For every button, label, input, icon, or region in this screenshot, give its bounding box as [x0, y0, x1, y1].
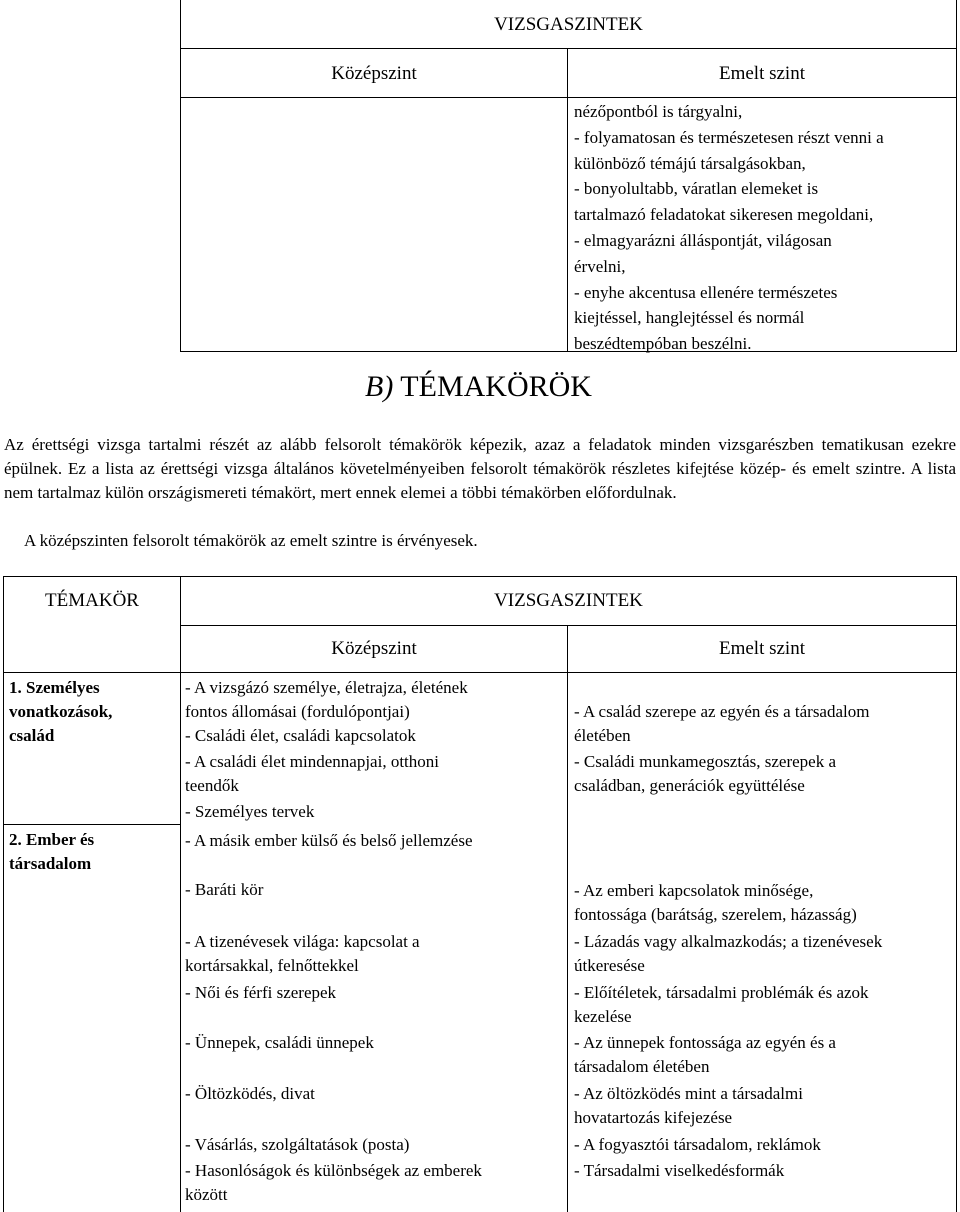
topic-2-line: 2. Ember és [9, 830, 95, 849]
mid-item-line: - A családi élet mindennapjai, otthoni [185, 752, 439, 771]
adv-item-line: - Előítéletek, társadalmi problémák és azok [574, 983, 869, 1002]
adv-line: - elmagyarázni álláspontját, világosan [574, 230, 832, 250]
adv-item-line: útkeresése [574, 956, 645, 975]
adv-item [574, 879, 857, 927]
mid-item-line: fontos állomásai (fordulópontjai) [185, 702, 410, 721]
adv-item [574, 750, 836, 798]
mid-item [185, 724, 416, 748]
mid-item-line: - Személyes tervek [185, 802, 315, 821]
mid-item-line: - A másik ember külső és belső jellemzése [185, 831, 473, 850]
adv-line: nézőpontból is tárgyalni, [574, 102, 743, 121]
adv-item-line: életében [574, 726, 631, 745]
adv-item [574, 1133, 821, 1157]
mid-item-line: - Baráti kör [185, 880, 264, 899]
adv-item-line: - Az ünnepek fontossága az egyén és a [574, 1033, 836, 1052]
topic-1-line: család [9, 726, 55, 745]
adv-line: beszédtempóban beszélni. [574, 334, 752, 354]
adv-item-line: fontossága (barátság, szerelem, házasság) [574, 905, 857, 924]
adv-item [574, 1031, 836, 1079]
adv-line: különböző témájú társalgásokban, [574, 153, 806, 173]
adv-item-line: családban, generációk együttélése [574, 776, 805, 795]
section-prefix: B) [365, 370, 394, 403]
col-header-adv: Emelt szint [718, 63, 805, 84]
topic-2 [9, 828, 94, 876]
mid-item-line: - A tizenévesek világa: kapcsolat a [185, 932, 420, 951]
mid-item [185, 800, 314, 824]
adv-item-line: - Társadalmi viselkedésformák [574, 1161, 785, 1180]
adv-line: - folyamatosan és természetesen részt venni a [574, 127, 884, 147]
adv-item [574, 1082, 803, 1130]
adv-line: tartalmazó feladatokat sikeresen megoldani, [574, 205, 874, 225]
mid-item-line: között [185, 1185, 228, 1204]
adv-item [574, 1159, 784, 1183]
mid-item [185, 930, 420, 978]
mid-item-line: - Női és férfi szerepek [185, 983, 337, 1002]
section-title [365, 370, 592, 404]
table-topics-header: VIZSGASZINTEK [494, 590, 643, 611]
section-title-text: TÉMAKÖRÖK [400, 370, 592, 403]
mid-item-line: - Ünnepek, családi ünnepek [185, 1033, 374, 1052]
adv-item [574, 700, 869, 748]
adv-item-line: társadalom életében [574, 1057, 710, 1076]
adv-item-line: - A család szerepe az egyén és a társadalom [574, 702, 870, 721]
adv-item [574, 981, 869, 1029]
adv-item-line: kezelése [574, 1007, 632, 1026]
intro-paragraph: Az érettségi vizsga tartalmi részét az alább felsorolt témakörök képezik, azaz a feladatok minden vizsgarészben tematikusan ezekre épülnek. Ez a lista az érettségi vizsga általános követelményeiben felsorolt témakörök részletes kifejtése közép- és emelt szintre. A lista nem tartalmaz külön országismereti témakört, mert ennek elemei a többi témakörben előfordulnak. [4, 435, 956, 502]
adv-text-block [574, 99, 884, 357]
topic-2-line: társadalom [9, 854, 92, 873]
col-header-mid: Középszint [331, 638, 417, 659]
topic-1-line: 1. Személyes [9, 678, 100, 697]
mid-item [185, 1133, 409, 1157]
mid-item [185, 676, 468, 724]
adv-item [574, 930, 882, 978]
mid-item [185, 829, 473, 853]
mid-item [185, 1031, 374, 1055]
col-header-mid: Középszint [331, 63, 417, 84]
mid-item-line: - Családi élet, családi kapcsolatok [185, 726, 416, 745]
adv-line: kiejtéssel, hanglejtéssel és normál [574, 308, 805, 328]
adv-line: - bonyolultabb, váratlan elemeket is [574, 179, 819, 199]
adv-item-line: - Az emberi kapcsolatok minősége, [574, 881, 814, 900]
mid-item-line: kortársakkal, felnőttekkel [185, 956, 359, 975]
intro-note: A középszinten felsorolt témakörök az emelt szintre is érvényesek. [24, 531, 478, 550]
mid-item-line: - A vizsgázó személye, életrajza, életének [185, 678, 468, 697]
mid-item [185, 981, 336, 1005]
adv-item-line: - Lázadás vagy alkalmazkodás; a tizenévesek [574, 932, 883, 951]
adv-line: - enyhe akcentusa ellenére természetes [574, 282, 838, 302]
col-header-adv: Emelt szint [718, 638, 805, 659]
mid-item [185, 878, 263, 902]
mid-item [185, 750, 439, 798]
mid-item-line: teendők [185, 776, 239, 795]
topic-1-line: vonatkozások, [9, 702, 113, 721]
mid-item-line: - Hasonlóságok és különbségek az emberek [185, 1161, 482, 1180]
mid-item [185, 1082, 315, 1106]
adv-item-line: - Az öltözködés mint a társadalmi [574, 1084, 803, 1103]
table-top-header: VIZSGASZINTEK [494, 14, 643, 35]
mid-item-line: - Öltözködés, divat [185, 1084, 315, 1103]
adv-item-line: - A fogyasztói társadalom, reklámok [574, 1135, 821, 1154]
mid-item-line: - Vásárlás, szolgáltatások (posta) [185, 1135, 410, 1154]
adv-item-line: - Családi munkamegosztás, szerepek a [574, 752, 836, 771]
adv-item-line: hovatartozás kifejezése [574, 1108, 733, 1127]
adv-line: érvelni, [574, 256, 626, 276]
col-header-topic: TÉMAKÖR [45, 590, 139, 611]
topic-1 [9, 676, 112, 748]
mid-item [185, 1159, 482, 1207]
